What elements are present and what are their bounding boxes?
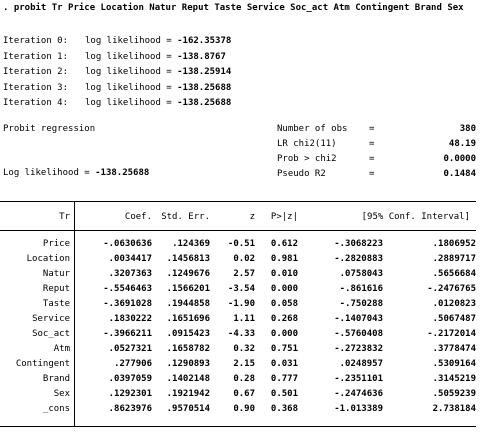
row-variable: Price	[42, 239, 70, 249]
row-variable: Location	[26, 254, 70, 264]
row-variable: Natur	[42, 269, 70, 279]
command-line: . probit Tr Price Location Natur Reput Taste Service Soc_act Atm Contingent Brand Sex	[3, 3, 464, 13]
row-variable: Sex	[53, 389, 70, 399]
iteration-text: log likelihood =	[85, 51, 178, 62]
row-stderr: .1651696	[166, 314, 210, 324]
row-z: -0.51	[227, 239, 255, 249]
iteration-text: log likelihood =	[85, 98, 178, 108]
stat-equals: =	[369, 139, 375, 149]
row-z: 0.02	[233, 254, 255, 264]
row-z: 0.67	[233, 389, 255, 399]
coefficient-rows	[0, 225, 476, 417]
row-coef: .0034417	[108, 254, 152, 264]
iteration-label: Iteration 3:	[3, 82, 69, 93]
stat-value: 0.0000	[443, 154, 476, 164]
row-z: 0.90	[233, 404, 255, 414]
row-z: 0.32	[233, 344, 255, 354]
row-pvalue: 0.031	[270, 359, 298, 369]
row-stderr: .124369	[172, 239, 210, 249]
table-row	[0, 252, 476, 267]
row-ci-upper: .3778474	[432, 344, 476, 354]
row-ci-lower: .0248957	[339, 359, 383, 369]
table-row	[0, 327, 476, 342]
row-ci-lower: -.2351101	[334, 374, 383, 384]
iteration-label: Iteration 2:	[3, 67, 69, 77]
dep-var-header: Tr	[59, 212, 70, 222]
table-row	[0, 267, 476, 282]
row-ci-upper: .5656684	[432, 269, 476, 279]
iteration-label: Iteration 1:	[3, 51, 69, 62]
row-coef: .277906	[114, 359, 152, 369]
table-spacer-row	[0, 225, 476, 237]
row-coef: .0527321	[108, 344, 152, 354]
log-likelihood-value: -138.25688	[95, 168, 150, 178]
iteration-line	[3, 82, 231, 94]
row-z: 2.15	[233, 359, 255, 369]
model-title: Probit regression	[3, 124, 96, 134]
row-pvalue: 0.000	[270, 284, 298, 294]
coef-header: Coef.	[124, 212, 152, 222]
table-row	[0, 342, 476, 357]
z-header: z	[249, 212, 255, 222]
table-top-rule	[0, 201, 476, 202]
row-variable: Service	[32, 314, 70, 324]
iteration-line	[3, 97, 231, 109]
row-coef: -.5546463	[103, 284, 152, 294]
coefficient-table	[0, 209, 476, 417]
iteration-text: log likelihood =	[85, 36, 178, 46]
row-ci-lower: -1.013389	[334, 404, 383, 414]
row-coef: -.0630636	[103, 239, 152, 249]
row-variable: Contingent	[15, 359, 70, 369]
row-ci-upper: -.2476765	[427, 284, 476, 294]
row-pvalue: 0.010	[270, 269, 298, 279]
table-header-row	[0, 209, 476, 225]
row-stderr: .0915423	[166, 329, 210, 339]
conf-interval-header: [95% Conf. Interval]	[361, 212, 470, 222]
stat-equals: =	[369, 169, 375, 179]
stat-label: Number of obs	[277, 124, 348, 134]
row-z: -4.33	[227, 329, 255, 339]
row-variable: _cons	[42, 404, 70, 414]
row-stderr: .1566201	[166, 284, 210, 294]
table-row	[0, 237, 476, 252]
row-ci-upper: .3145219	[432, 374, 476, 384]
row-ci-upper: .5059239	[432, 389, 476, 399]
stat-value: 0.1484	[443, 169, 476, 179]
row-ci-lower: .0758043	[339, 269, 383, 279]
iteration-value: -138.25688	[177, 98, 232, 108]
iteration-label: Iteration 4:	[3, 98, 69, 108]
stat-label: Prob > chi2	[277, 154, 337, 164]
stat-value: 380	[459, 124, 476, 134]
iteration-value: -138.8767	[177, 51, 226, 62]
row-ci-lower: -.2474636	[334, 389, 383, 399]
iteration-line	[3, 51, 226, 63]
row-stderr: .1402148	[166, 374, 210, 384]
row-stderr: .1249676	[166, 269, 210, 279]
row-pvalue: 0.368	[270, 404, 298, 414]
row-coef: -.3691028	[103, 299, 152, 309]
row-ci-lower: -.750288	[339, 299, 383, 309]
row-ci-lower: -.2723832	[334, 344, 383, 354]
iteration-value: -138.25914	[177, 67, 232, 77]
table-row	[0, 297, 476, 312]
row-coef: .8623976	[108, 404, 152, 414]
row-coef: -.3966211	[103, 329, 152, 339]
table-row	[0, 387, 476, 402]
iteration-line	[3, 66, 231, 78]
row-coef: .3207363	[108, 269, 152, 279]
row-pvalue: 0.000	[270, 329, 298, 339]
stat-equals: =	[369, 154, 375, 164]
stderr-header: Std. Err.	[161, 212, 210, 222]
iteration-value: -138.25688	[177, 82, 232, 93]
row-z: 1.11	[233, 314, 255, 324]
row-ci-upper: -.2172014	[427, 329, 476, 339]
row-z: -3.54	[227, 284, 255, 294]
row-stderr: .1921942	[166, 389, 210, 399]
row-ci-upper: .5067487	[432, 314, 476, 324]
table-bottom-rule	[0, 426, 476, 427]
table-row	[0, 312, 476, 327]
row-ci-upper: .1806952	[432, 239, 476, 249]
table-row	[0, 282, 476, 297]
row-pvalue: 0.981	[270, 254, 298, 264]
row-pvalue: 0.612	[270, 239, 298, 249]
row-coef: .1830222	[108, 314, 152, 324]
row-pvalue: 0.751	[270, 344, 298, 354]
stat-label: Pseudo R2	[277, 169, 326, 179]
stat-equals: =	[369, 124, 375, 134]
table-row	[0, 372, 476, 387]
row-ci-lower: -.5760408	[334, 329, 383, 339]
table-row	[0, 357, 476, 372]
row-stderr: .1944858	[166, 299, 210, 309]
table-row	[0, 402, 476, 417]
row-variable: Soc_act	[32, 329, 70, 339]
row-variable: Atm	[53, 344, 70, 354]
row-ci-upper: .5309164	[432, 359, 476, 369]
row-variable: Taste	[42, 299, 70, 309]
log-likelihood-label: Log likelihood =	[3, 168, 96, 178]
stat-value: 48.19	[448, 139, 476, 149]
row-pvalue: 0.058	[270, 299, 298, 309]
iteration-text: log likelihood =	[85, 82, 178, 93]
row-z: 0.28	[233, 374, 255, 384]
log-likelihood-line	[3, 167, 149, 179]
row-ci-upper: .0120823	[432, 299, 476, 309]
row-ci-upper: .2889717	[432, 254, 476, 264]
row-ci-lower: -.1407043	[334, 314, 383, 324]
row-pvalue: 0.501	[270, 389, 298, 399]
row-ci-lower: -.861616	[339, 284, 383, 294]
row-ci-lower: -.2820883	[334, 254, 383, 264]
row-z: 2.57	[233, 269, 255, 279]
row-ci-upper: 2.738184	[432, 404, 476, 414]
row-stderr: .1456813	[166, 254, 210, 264]
iteration-label: Iteration 0:	[3, 36, 69, 46]
row-coef: .0397059	[108, 374, 152, 384]
iteration-text: log likelihood =	[85, 67, 178, 77]
row-stderr: .1658782	[166, 344, 210, 354]
row-pvalue: 0.777	[270, 374, 298, 384]
pvalue-header: P>|z|	[270, 212, 298, 222]
row-ci-lower: -.3068223	[334, 239, 383, 249]
row-z: -1.90	[227, 299, 255, 309]
row-variable: Brand	[42, 374, 70, 384]
row-coef: .1292301	[108, 389, 152, 399]
row-stderr: .9570514	[166, 404, 210, 414]
row-pvalue: 0.268	[270, 314, 298, 324]
stat-label: LR chi2(11)	[277, 139, 337, 149]
iteration-line	[3, 35, 231, 47]
iteration-value: -162.35378	[177, 36, 232, 46]
row-variable: Reput	[42, 284, 70, 294]
row-stderr: .1290893	[166, 359, 210, 369]
